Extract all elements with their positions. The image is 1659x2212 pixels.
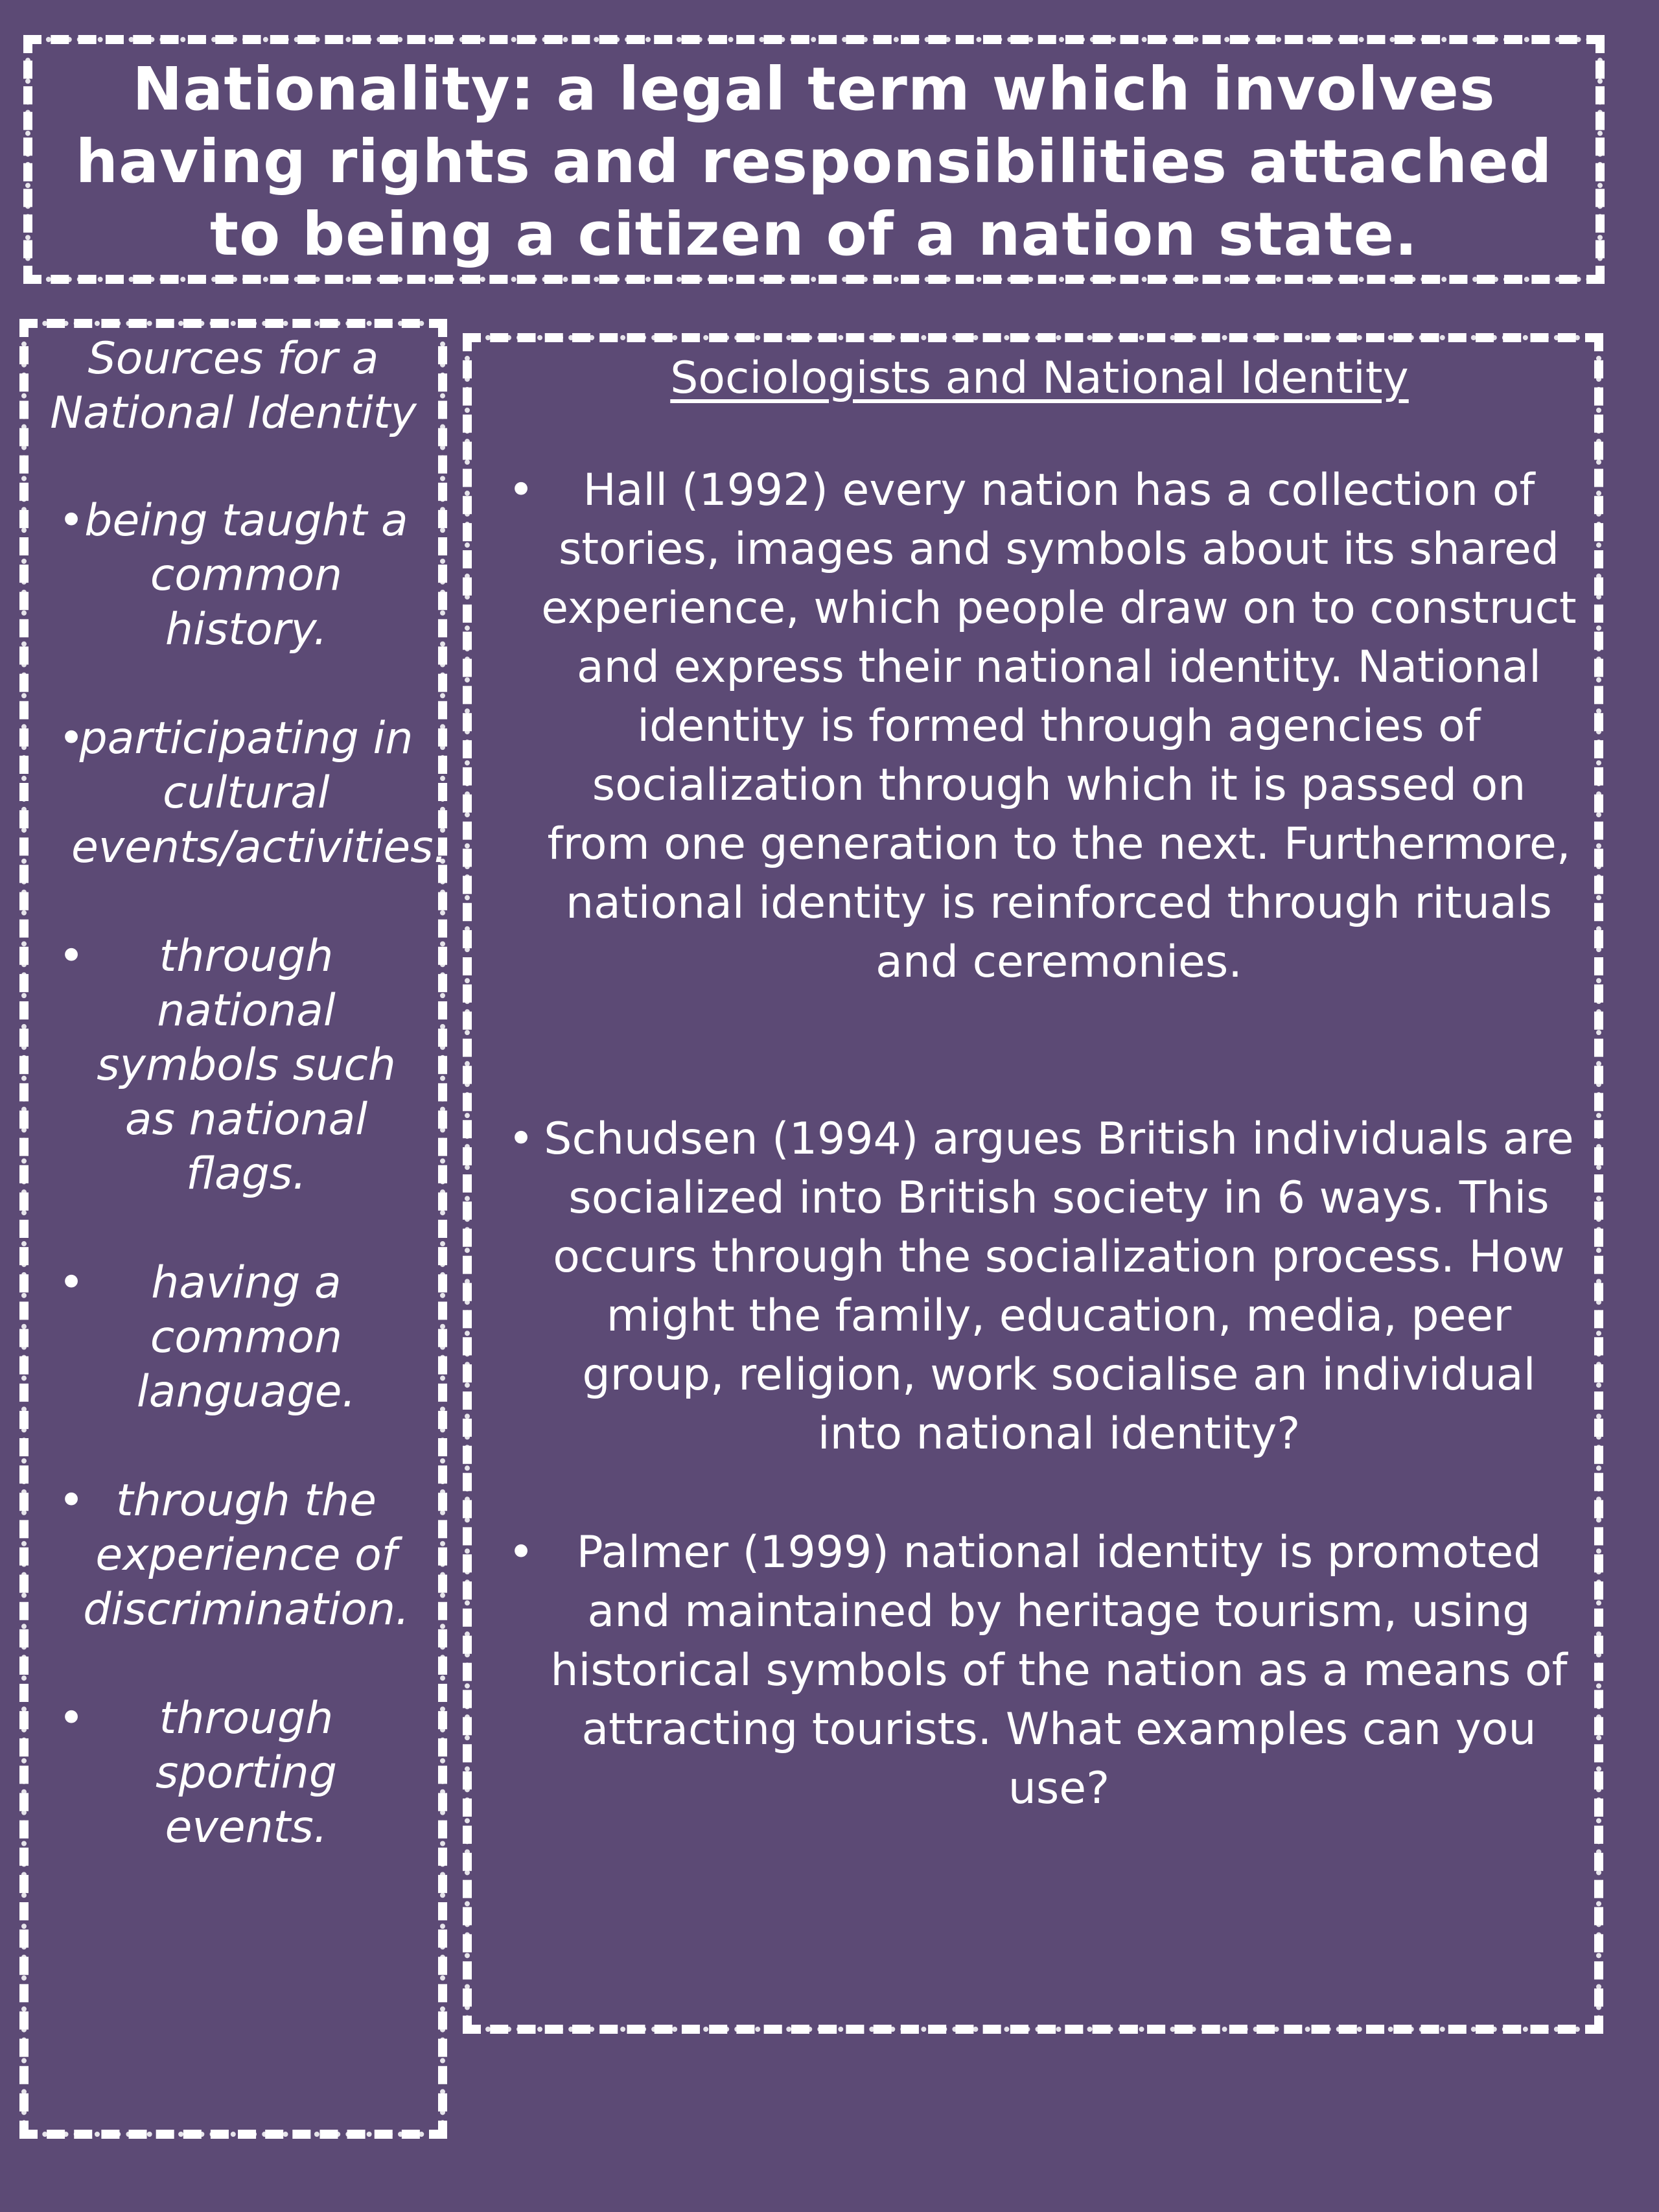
bullet-icon: • (508, 465, 535, 516)
definition-box (23, 35, 1605, 284)
source-item: • through sporting events. (58, 1693, 337, 1853)
nationality-definition: Nationality: a legal term which involves having rights and responsibilities attached to being a citizen of a nation state. (75, 54, 1553, 269)
bullet-icon: • (508, 1113, 535, 1165)
sociologist-item-schudsen: • Schudsen (1994) argues British individuals are socialized into British society in 6 ways. This occurs through the socialization process. How might the family, education, media, peer group, religion, work socialise an individual into national identity? (502, 1110, 1577, 1463)
bullet-icon: • (58, 713, 85, 764)
sources-box (19, 319, 447, 2139)
source-item: • through national symbols such as national flags. (58, 931, 396, 1200)
sources-list (45, 494, 448, 1855)
bullet-icon: • (58, 931, 85, 982)
sociologists-heading: Sociologists and National Identity (670, 353, 1409, 404)
source-item: • being taught a common history. (58, 495, 408, 655)
sociologists-box (463, 333, 1603, 2034)
source-item: • participating in cultural events/activities. (58, 713, 448, 873)
bullet-icon: • (58, 1693, 85, 1744)
bullet-icon: • (58, 495, 85, 546)
sociologists-list (502, 461, 1577, 1818)
bullet-icon: • (58, 1257, 85, 1309)
source-item: • having a common language. (58, 1257, 356, 1417)
bullet-icon: • (508, 1527, 535, 1578)
source-item: • through the experience of discrimination. (58, 1475, 410, 1635)
sources-heading: Sources for a National Identity (50, 333, 417, 439)
sociologist-item-palmer: • Palmer (1999) national identity is promoted and maintained by heritage tourism, using historical symbols of the nation as a means of attracting tourists. What examples can you use? (502, 1523, 1577, 1818)
sociologist-item-hall: • Hall (1992) every nation has a collection of stories, images and symbols about its shared experience, which people draw on to construct and express their national identity. National identity is formed through agencies of socialization through which it is passed on from one generation to the next. Furthermore, national identity is reinforced through rituals and ceremonies. (502, 461, 1577, 992)
bullet-icon: • (58, 1475, 85, 1526)
